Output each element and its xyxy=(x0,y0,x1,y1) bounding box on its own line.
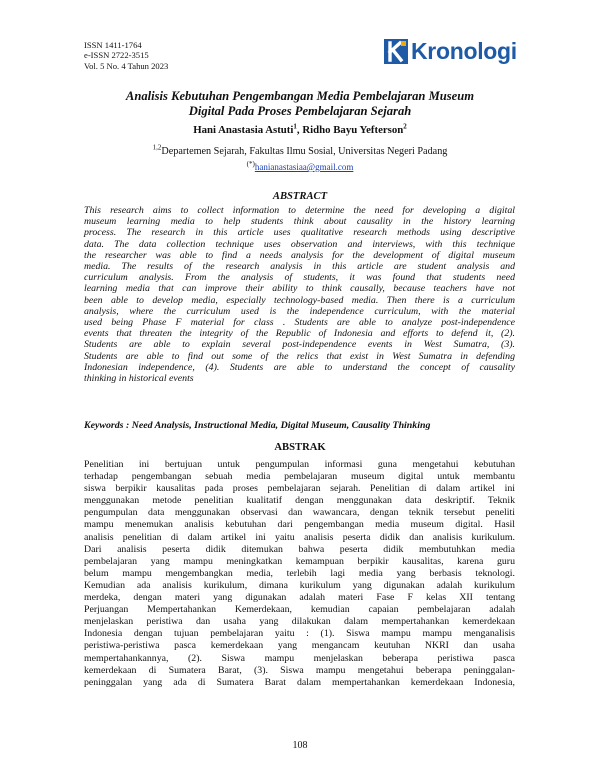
title-line: Digital Pada Proses Pembelajaran Sejarah xyxy=(188,103,412,118)
abstract-english xyxy=(84,205,515,384)
paragraph-line: analysis, where the curriculum used is the independence curriculum, with the material xyxy=(84,305,515,317)
paragraph-line: Perjuangan Mempertahankan Kemerdekaan, kemudian capaian pembelajaran adalah xyxy=(84,604,515,616)
paragraph-line: used being Phase F material for class . Students are able to analyze post-independence xyxy=(84,317,515,329)
paragraph-line: pengumpulan data menggunakan observasi dan wawancara, dengan teknik tersebut peneliti xyxy=(84,507,515,519)
paragraph-line: been able to develop media, especially technology-based media. Then there is a curriculum xyxy=(84,294,515,306)
paragraph-line: Indonesian independence, (4). Students are able to understand the concept of causality xyxy=(84,361,515,373)
paragraph-line: Indonesia dengan tujuan pembelajaran yaitu : (1). Siswa mampu mampu menganalisis xyxy=(84,628,515,640)
paragraph-line: media. The results of the research analysis in this article are student analysis and xyxy=(84,261,515,273)
page-number: 108 xyxy=(292,740,308,751)
paragraph-line: Dari analisis peserta didik ditemukan bahwa peserta didik membutuhkan media xyxy=(84,543,515,555)
paragraph-line: mampu menemukan analisis kebutuhan dari pengembangan media museum digital. Hasil xyxy=(84,519,515,531)
paragraph-line: museum learning media to help students think about causality in the history learning xyxy=(84,216,515,228)
paragraph-line: pembelajaran yang mampu meningkatkan kemampuan berpikir kausalitas, karena guru xyxy=(84,555,515,567)
paragraph-line: the researcher was able to find a needs analysis for the development of digital museum xyxy=(84,249,515,261)
abstrak-indonesian xyxy=(84,459,515,689)
paragraph-line: terhadap pengembangan sebuah media pembelajaran museum digital untuk membantu xyxy=(84,471,515,483)
title-line: Analisis Kebutuhan Pengembangan Media Pembelajaran Museum xyxy=(125,89,475,103)
journal-logo xyxy=(384,36,516,68)
author-name: Ridho Bayu Yefterson xyxy=(302,124,404,136)
keywords: Keywords : Need Analysis, Instructional Media, Digital Museum, Causality Thinking xyxy=(84,420,431,431)
paragraph-line: menggunakan metode penelitian kualitatif dengan menggunakan data deskriptif. Teknik xyxy=(84,495,515,507)
email-sup: (*) xyxy=(246,160,255,168)
paragraph-line: events that threaten the integrity of the Republic of Indonesia and efforts to defend it, (2). xyxy=(84,328,515,340)
author-name: Hani Anastasia Astuti xyxy=(193,124,294,136)
paragraph-line: Students are able to find out some of the relics that exist in West Sumatra in defending xyxy=(84,350,515,362)
affiliation xyxy=(84,143,516,157)
paragraph-line: curriculum analysis. From the analysis of students, it was found that students need xyxy=(84,272,515,284)
paragraph-line: analisis penelitian di dalam artikel ini yaitu analisis peserta didik dan analisis kurikulum. xyxy=(84,531,515,543)
paragraph-line: siswa berpikir kausalitas pada proses pembelajaran sejarah. Penelitian di dalam artikel ini xyxy=(84,483,515,495)
logo-text: Kronologi xyxy=(411,38,517,64)
journal-meta xyxy=(84,40,168,71)
abstrak-heading: ABSTRAK xyxy=(274,442,326,453)
eissn: e-ISSN 2722-3515 xyxy=(84,50,149,61)
paragraph-line: peristiwa-peristiwa pasca kemerdekaan yang mengancam keutuhan NKRI dan usaha xyxy=(84,640,515,652)
affiliation-sup: 1,2 xyxy=(152,143,162,152)
article-title xyxy=(84,89,516,118)
paragraph-line: data. The data collection technique uses observation and interviews, with this technique xyxy=(84,238,515,250)
paragraph-line: peninggalan yang ada di Sumatera Barat dalam mempertahankan kemerdekaan Indonesia, xyxy=(84,676,515,688)
paragraph-line: menjelaskan peristiwa dan usaha yang dilakukan dalam mempertahankan kemerdekaan xyxy=(84,616,515,628)
author-affil-sup: 2 xyxy=(403,122,407,131)
logo-mark-icon xyxy=(384,39,408,64)
paragraph-line: Students are able to explain several post-independence events in West Sumatra, (3). xyxy=(84,339,515,351)
paragraph-line: Penelitian ini bertujuan untuk pengumpulan informasi guna mengetahui kebutuhan xyxy=(84,459,515,470)
paragraph-line: kemerdekaan di Sumatera Barat, (3). Siswa mampu mengetahui beberapa peninggalan- xyxy=(84,664,515,676)
paragraph-line: merdeka, dengan materi yang digunakan adalah materi Fase F kelas XII tentang xyxy=(84,592,515,604)
paragraph-line: mempertahankannya, (2). Siswa mampu menjelaskan beberapa peristiwa pasca xyxy=(84,652,515,664)
issn: ISSN 1411-1764 xyxy=(84,40,142,50)
abstract-heading: ABSTRACT xyxy=(272,191,328,202)
author-affil-sup: 1 xyxy=(293,122,297,131)
paragraph-line: process. The research in this article uses qualitative research methods using descriptive xyxy=(84,227,515,239)
volume: Vol. 5 No. 4 Tahun 2023 xyxy=(84,60,169,71)
paragraph-line: belum mampu mengembangkan media, terlebih lagi media yang berbasis teknologi. xyxy=(84,567,515,579)
paragraph-line: thinking in historical events xyxy=(84,373,194,385)
paragraph-line: learning media that can improve their ability to think causally, because teachers have not xyxy=(84,283,515,295)
authors xyxy=(84,124,516,136)
paragraph-line: This research aims to collect information to determine the need for developing a digital xyxy=(84,205,515,216)
paragraph-line: Kemudian ada analisis kurikulum, dimana kurikulum yang digunakan adalah kurikulum xyxy=(84,579,515,591)
affiliation-text: Departemen Sejarah, Fakultas Ilmu Sosial, Universitas Negeri Padang xyxy=(161,146,448,157)
email-link[interactable]: hanianastasiaa@gmail.com xyxy=(254,162,354,172)
author-separator: , xyxy=(296,124,303,136)
corresponding-email xyxy=(84,162,516,172)
